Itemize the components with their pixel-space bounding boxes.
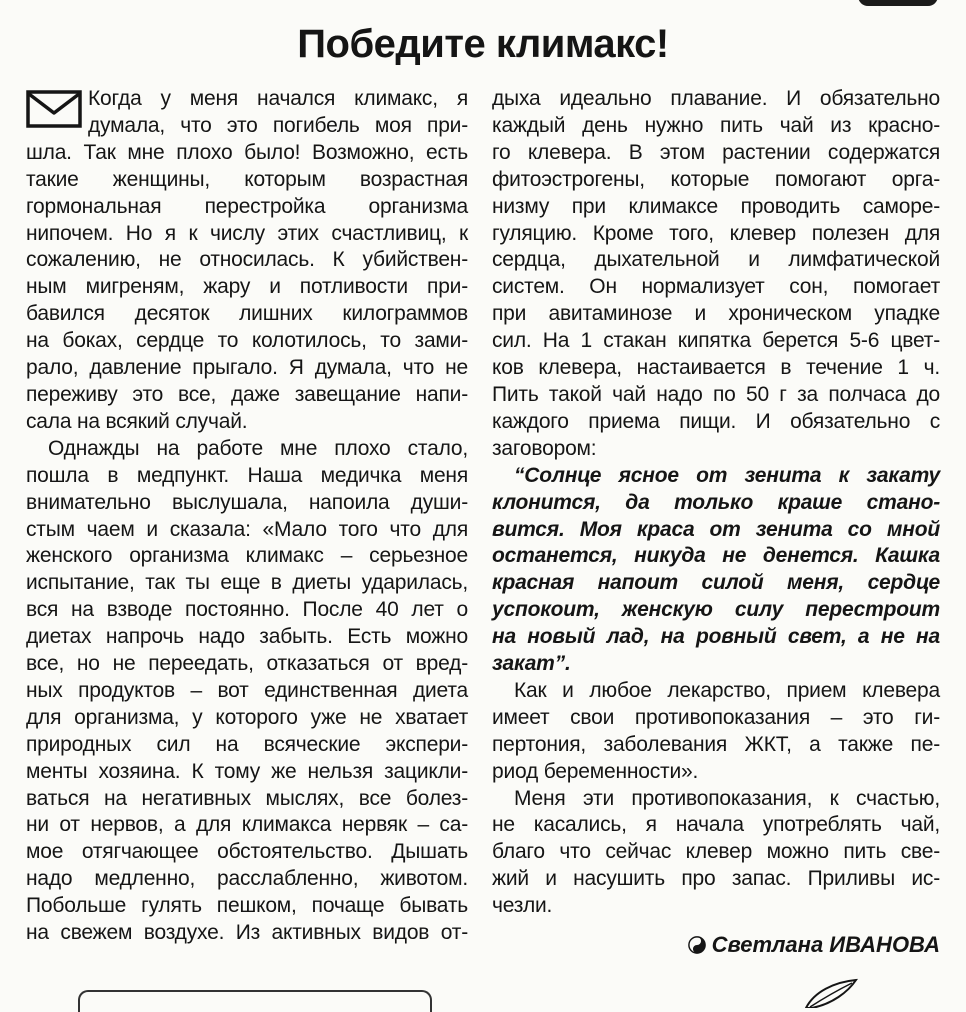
text-line: ков клевера, настаивается в течение 1 ч.: [492, 356, 940, 380]
right-column: [492, 86, 940, 920]
text-line: систем. Он нормализует сон, помогает: [492, 275, 940, 299]
text-line: ным мигреням, жару и потливости при-: [26, 275, 468, 299]
text-line: пошла в медпункт. Наша медичка меня: [26, 463, 468, 487]
text-line: думала, что это погибель моя при-: [88, 113, 468, 137]
quote-line: на новый лад, на ровный свет, а не на: [492, 625, 940, 649]
author-name: Светлана ИВАНОВА: [711, 932, 940, 957]
text-line: ваться на негативных мыслях, все болез-: [26, 786, 468, 810]
text-line: менты хозяина. К тому же нельзя зацикли-: [26, 759, 468, 783]
next-article-frame-edge: [78, 990, 432, 1012]
envelope-icon: [26, 89, 82, 129]
text-line: сожалению, не относилась. К убийствен-: [26, 248, 468, 272]
text-line: ни от нервов, а для климакса нервяк – са-: [26, 813, 468, 837]
yin-yang-icon: [688, 936, 706, 954]
text-line: переживу это все, даже завещание напи-: [26, 382, 468, 406]
text-line: стым чаем и сказала: «Мало того что для: [26, 517, 468, 541]
text-line: жий и насушить про запас. Приливы ис-: [492, 867, 940, 891]
text-line: вся на взводе постоянно. После 40 лет о: [26, 598, 468, 622]
text-line: сала на всякий случай.: [26, 409, 248, 433]
paragraph-2: [26, 436, 468, 947]
text-line: Пить такой чай надо по 50 г за полчаса до: [492, 382, 940, 406]
text-line: благо что сейчас клевер можно пить све-: [492, 840, 940, 864]
quote-line: успокоит, женскую силу перестроит: [492, 598, 940, 622]
text-line: Побольше гулять пешком, почаще бывать: [26, 894, 468, 918]
text-line: испытание, так ты еще в диеты ударилась,: [26, 571, 468, 595]
incantation-quote: [492, 463, 940, 678]
text-line: внимательно выслушала, напоила души-: [26, 490, 468, 514]
paragraph-3: [492, 86, 940, 463]
quote-line: вится. Моя краса от зенита со мной: [492, 517, 940, 541]
text-line: ных продуктов – вот единственная диета: [26, 678, 468, 702]
text-line: заговором:: [492, 436, 597, 460]
text-line: природных сил на всяческие экспери-: [26, 732, 468, 756]
text-line: сил. На 1 стакан кипятка берется 5-6 цвет-: [492, 329, 940, 353]
text-line: для организма, у которого уже не хватает: [26, 705, 468, 729]
text-line: Меня эти противопоказания, к счастью,: [514, 786, 940, 810]
quote-line: красная напоит силой меня, сердце: [492, 571, 940, 595]
text-line: дыха идеально плавание. И обязательно: [492, 87, 940, 110]
author-signature: [688, 932, 940, 958]
paragraph-1: [26, 86, 468, 436]
text-line: женского организма климакс – серьезное: [26, 544, 468, 568]
text-line: гормональная перестройка организма: [26, 194, 468, 218]
text-line: каждый день нужно пить чай из красно-: [492, 113, 940, 137]
text-line: чезли.: [492, 894, 553, 918]
text-line: риод беременности».: [492, 759, 699, 783]
text-line: пертония, заболевания ЖКТ, а также пе-: [492, 732, 940, 756]
quote-line: останется, никуда не денется. Кашка: [492, 544, 940, 568]
text-line: на свежем воздухе. Из активных видов от-: [26, 921, 468, 945]
quote-line: закат”.: [492, 652, 571, 676]
paragraph-5: [492, 786, 940, 921]
text-line: бавился десяток лишних килограммов: [26, 302, 468, 326]
text-line: все, но не переедать, отказаться от вред-: [26, 652, 468, 676]
article-title: Победите климакс!: [297, 22, 669, 66]
leaf-icon: [800, 978, 860, 1008]
text-line: имеет свои противопоказания – это ги-: [492, 705, 940, 729]
text-line: рало, давление прыгало. Я думала, что не: [26, 356, 468, 380]
text-line: фитоэстрогены, которые помогают орга-: [492, 167, 940, 191]
text-line: Когда у меня начался климакс, я: [88, 87, 468, 110]
left-column: [26, 86, 468, 947]
text-line: при авитаминозе и хроническом упадке: [492, 302, 940, 326]
text-line: низму при климаксе проводить саморе-: [492, 194, 940, 218]
text-line: такие женщины, которым возрастная: [26, 167, 468, 191]
text-line: не касались, я начала употреблять чай,: [492, 813, 940, 837]
text-line: Как и любое лекарство, прием клевера: [514, 678, 940, 702]
text-line: каждого приема пищи. И обязательно с: [492, 409, 940, 433]
text-line: мое отягчающее обстоятельство. Дышать: [26, 840, 468, 864]
text-line: го клевера. В этом растении содержатся: [492, 140, 940, 164]
text-line: надо медленно, расслабленно, животом.: [26, 867, 468, 891]
text-line: сердца, дыхательной и лимфатической: [492, 248, 940, 272]
text-line: шла. Так мне плохо было! Возможно, есть: [26, 140, 468, 164]
text-line: Однажды на работе мне плохо стало,: [48, 436, 468, 460]
text-line: нипочем. Но я к числу этих счастливиц, к: [26, 221, 468, 245]
paragraph-4: [492, 678, 940, 786]
text-line: на боках, сердце то колотилось, то зами-: [26, 329, 468, 353]
text-line: диетах напрочь надо забыть. Есть можно: [26, 625, 468, 649]
page-corner-tab: [858, 0, 938, 6]
quote-line: клонится, да только краше стано-: [492, 490, 940, 514]
text-line: гуляцию. Кроме того, клевер полезен для: [492, 221, 940, 245]
quote-line: “Солнце ясное от зенита к закату: [514, 463, 940, 487]
